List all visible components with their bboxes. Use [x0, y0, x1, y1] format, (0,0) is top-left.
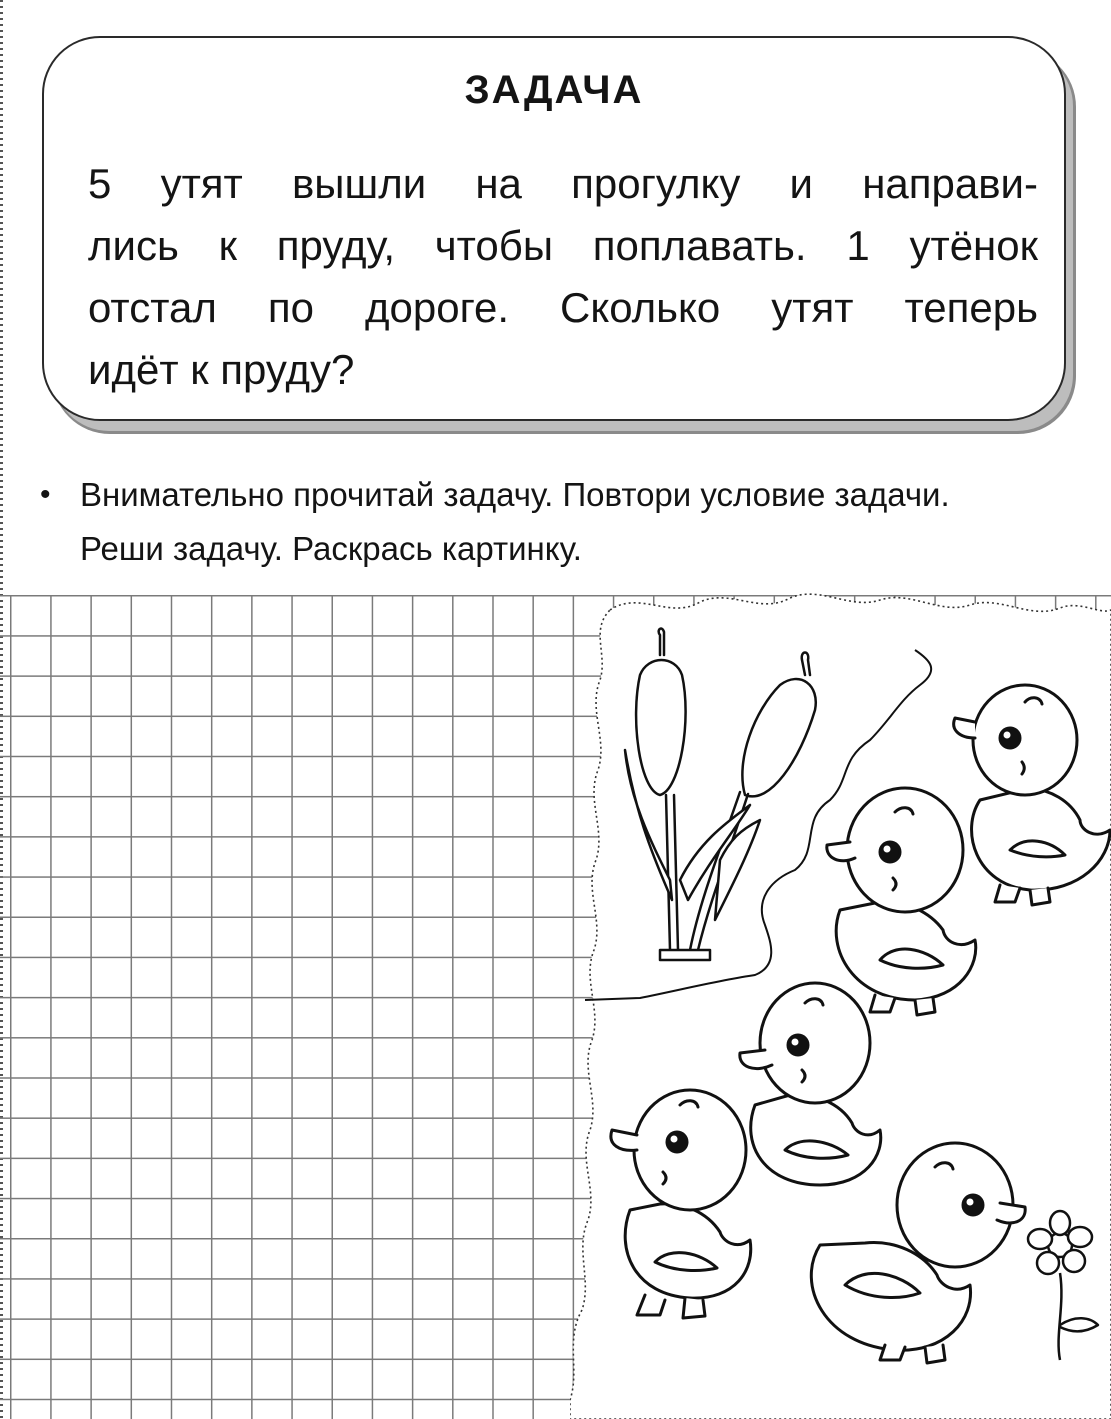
instruction-text: Внимательно прочитай задачу. Повтори условие задачи. Реши задачу. Раскрась картинку.	[80, 476, 950, 567]
instruction	[40, 468, 1020, 576]
task-card	[42, 36, 1066, 421]
task-title: ЗАДАЧА	[464, 68, 644, 112]
bullet-icon: •	[40, 478, 51, 511]
coloring-picture[interactable]	[570, 580, 1111, 1419]
task-line-3: отстал по дороге. Сколько утят теперь	[88, 284, 1038, 331]
task-line-1: 5 утят вышли на прогулку и направи-	[88, 160, 1038, 207]
task-line-2: лись к пруду, чтобы поплавать. 1 утёнок	[88, 222, 1038, 269]
task-text	[88, 153, 1038, 401]
task-line-4: идёт к пруду?	[88, 346, 355, 393]
